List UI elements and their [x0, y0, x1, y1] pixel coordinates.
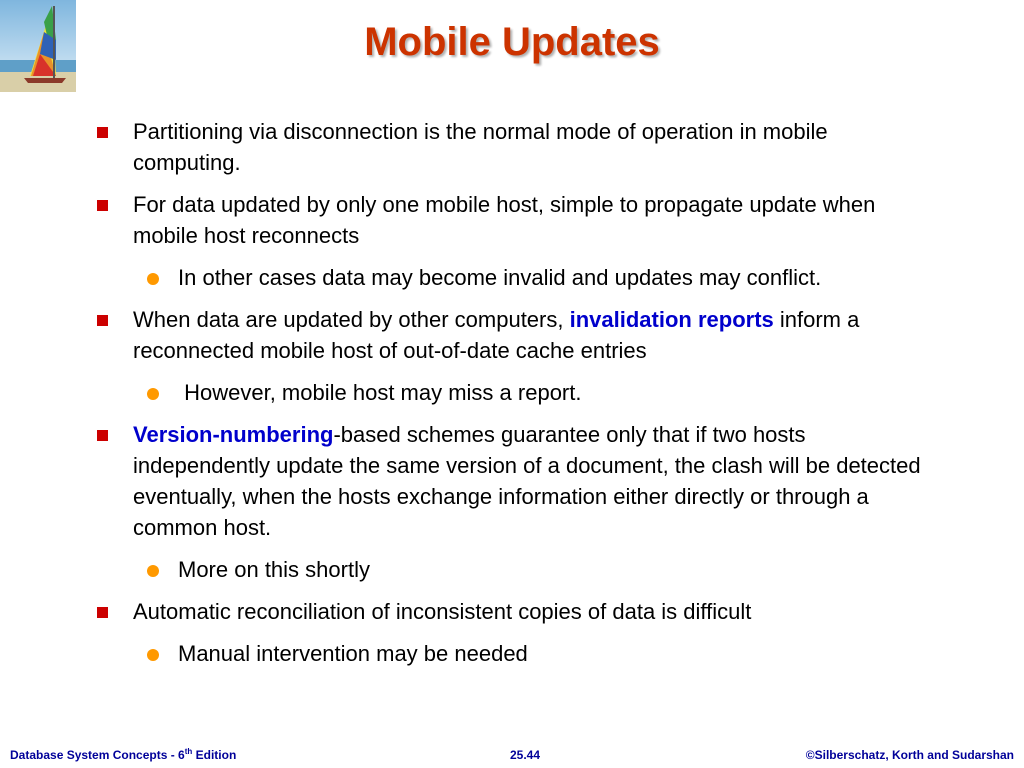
sub-bullet-item [0, 638, 968, 669]
footer-book-prefix: Database System Concepts - 6 [10, 748, 185, 762]
footer-copyright: ©Silberschatz, Korth and Sudarshan [805, 748, 1014, 762]
bullet-text: For data updated by only one mobile host, simple to propagate update when mobile host reconnects [133, 192, 876, 248]
bullet-text-pre: When data are updated by other computers, [133, 307, 570, 332]
square-bullet-icon [97, 430, 108, 441]
footer-book-suffix: Edition [192, 748, 237, 762]
footer-book-sup: th [184, 747, 193, 756]
square-bullet-icon [97, 127, 108, 138]
sub-bullet-item [0, 262, 968, 293]
circle-bullet-icon [147, 565, 159, 577]
circle-bullet-icon [147, 649, 159, 661]
bullet-text: Automatic reconciliation of inconsistent copies of data is difficult [133, 599, 752, 624]
square-bullet-icon [97, 200, 108, 211]
footer-page-number: 25.44 [509, 748, 541, 762]
sub-bullet-text: However, mobile host may miss a report. [178, 380, 582, 405]
bullet-item [0, 189, 933, 251]
sub-bullet-text: Manual intervention may be needed [178, 641, 528, 666]
emphasis-version-numbering: Version-numbering [133, 422, 334, 447]
bullet-text: Partitioning via disconnection is the normal mode of operation in mobile computing. [133, 119, 828, 175]
bullet-item [0, 596, 933, 627]
slide-footer [0, 746, 1024, 764]
slide-title: Mobile Updates [364, 20, 660, 64]
emphasis-invalidation-reports: invalidation reports [569, 307, 774, 332]
bullet-item [0, 419, 933, 543]
bullet-text-post: -based schemes guarantee only that if two hosts independently update the same version of a document, the clash will be detected eventually, when the hosts exchange information either directly or through a common host. [133, 422, 921, 540]
bullet-item [0, 116, 933, 178]
sub-bullet-item [0, 554, 968, 585]
circle-bullet-icon [147, 273, 159, 285]
slide-body [0, 116, 1024, 680]
bullet-text-post: inform a reconnected mobile host of out-of-date cache entries [133, 307, 860, 363]
sub-bullet-item [0, 377, 968, 408]
circle-bullet-icon [147, 388, 159, 400]
sub-bullet-text: In other cases data may become invalid and updates may conflict. [178, 265, 822, 290]
bullet-item [0, 304, 933, 366]
sub-bullet-text: More on this shortly [178, 557, 370, 582]
square-bullet-icon [97, 607, 108, 618]
square-bullet-icon [97, 315, 108, 326]
